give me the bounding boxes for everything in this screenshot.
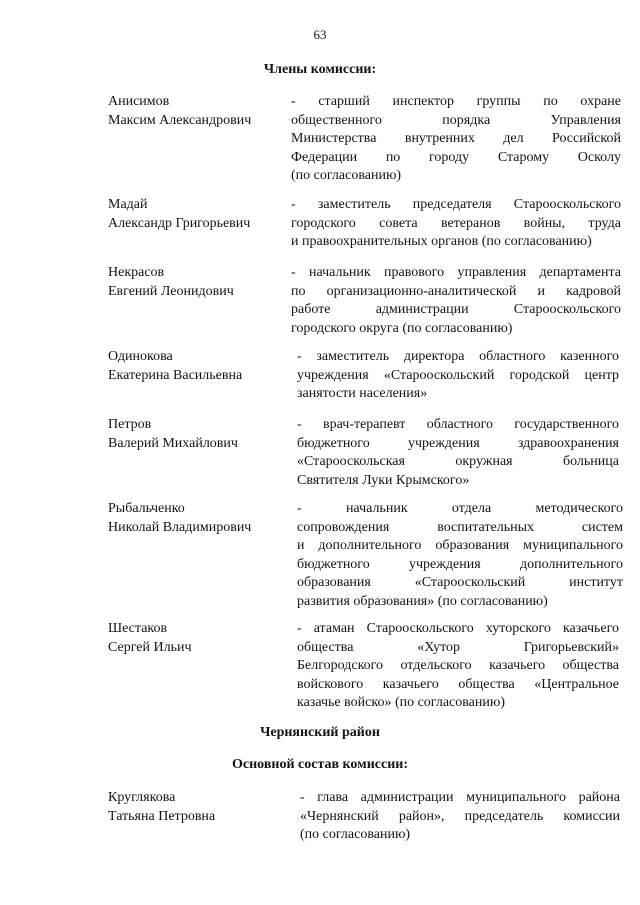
member-surname: Мадай	[108, 197, 148, 212]
member-surname: Некрасов	[108, 265, 165, 280]
member-name-rybalchenko	[108, 500, 288, 537]
position-line: общества «Хутор Григорьевский»	[297, 639, 619, 655]
member-given-names: Валерий Михайлович	[108, 435, 238, 451]
position-line: городского округа (по согласованию)	[291, 320, 513, 336]
member-name-maday	[108, 196, 288, 233]
member-given-names: Николай Владимирович	[108, 519, 252, 535]
position-line: «Чернянский район», председатель комиссии	[300, 808, 620, 824]
position-line: Федерации по городу Старому Осколу	[291, 149, 621, 165]
position-line: развития образования» (по согласованию)	[297, 593, 548, 609]
position-line: Святителя Луки Крымского»	[297, 472, 470, 488]
member-position-anisimov	[291, 93, 621, 186]
member-given-names: Максим Александрович	[108, 112, 252, 128]
position-line: казачье войско» (по согласованию)	[297, 695, 505, 710]
district-heading: Чернянский район	[260, 725, 380, 740]
position-line: - врач-терапевт областного государственного	[297, 417, 619, 432]
position-line: - заместитель председателя Старооскольского	[291, 197, 621, 212]
position-line: «Старооскольская окружная больница	[297, 454, 619, 469]
position-line: по организационно-аналитической и кадровой	[291, 283, 621, 299]
member-given-names: Сергей Ильич	[108, 639, 192, 655]
member-given-names: Александр Григорьевич	[108, 215, 251, 231]
member-surname: Круглякова	[108, 790, 176, 805]
member-surname: Анисимов	[108, 94, 170, 109]
position-line: - заместитель директора областного казенного	[297, 349, 619, 364]
position-line: работе администрации Старооскольского	[291, 302, 621, 317]
member-name-petrov	[108, 416, 288, 453]
member-position-odinokova	[297, 348, 619, 404]
position-line: учреждения «Старооскольский городской центр	[297, 367, 619, 383]
position-line: бюджетного учреждения здравоохранения	[297, 435, 619, 451]
member-given-names: Евгений Леонидович	[108, 283, 234, 299]
member-position-rybalchenko	[297, 500, 623, 611]
position-line: - начальник правового управления департамента	[291, 265, 621, 280]
member-given-names: Екатерина Васильевна	[108, 367, 243, 383]
page-number: 63	[313, 27, 327, 42]
position-line: и дополнительного образования муниципального	[297, 538, 623, 553]
position-line: - глава администрации муниципального района	[300, 790, 620, 805]
position-line: - начальник отдела методического	[297, 501, 623, 516]
member-name-anisimov	[108, 93, 288, 130]
member-name-kruglyakova	[108, 789, 288, 826]
member-position-shestakov	[297, 620, 619, 713]
position-line: Министерства внутренних дел Российской	[291, 131, 621, 146]
members-heading: Члены комиссии:	[263, 62, 377, 77]
member-surname: Рыбальченко	[108, 501, 185, 516]
member-position-kruglyakova	[300, 789, 620, 845]
member-surname: Шестаков	[108, 621, 168, 636]
position-line: (по согласованию)	[291, 168, 402, 183]
member-surname: Петров	[108, 417, 152, 432]
position-line: бюджетного учреждения дополнительного	[297, 556, 623, 572]
position-line: занятости населения»	[297, 386, 428, 401]
position-line: - атаман Старооскольского хуторского казачьего	[297, 621, 619, 636]
position-line: и правоохранительных органов (по согласованию)	[291, 234, 592, 249]
position-line: общественного порядка Управления	[291, 112, 621, 128]
member-given-names: Татьяна Петровна	[108, 808, 216, 824]
member-surname: Одинокова	[108, 349, 173, 364]
member-position-petrov	[297, 416, 619, 490]
main-composition-heading: Основной состав комиссии:	[232, 757, 408, 772]
position-line: Белгородского отдельского казачьего общества	[297, 658, 619, 673]
position-line: сопровождения воспитательных систем	[297, 519, 623, 535]
position-line: войскового казачьего общества «Центральное	[297, 676, 619, 692]
position-line: (по согласованию)	[300, 827, 411, 842]
position-line: - старший инспектор группы по охране	[291, 94, 621, 109]
member-position-maday	[291, 196, 621, 252]
member-name-odinokova	[108, 348, 288, 385]
member-name-shestakov	[108, 620, 288, 657]
position-line: образования «Старооскольский институт	[297, 575, 623, 590]
member-position-nekrasov	[291, 264, 621, 338]
member-name-nekrasov	[108, 264, 288, 301]
position-line: городского совета ветеранов войны, труда	[291, 215, 621, 231]
